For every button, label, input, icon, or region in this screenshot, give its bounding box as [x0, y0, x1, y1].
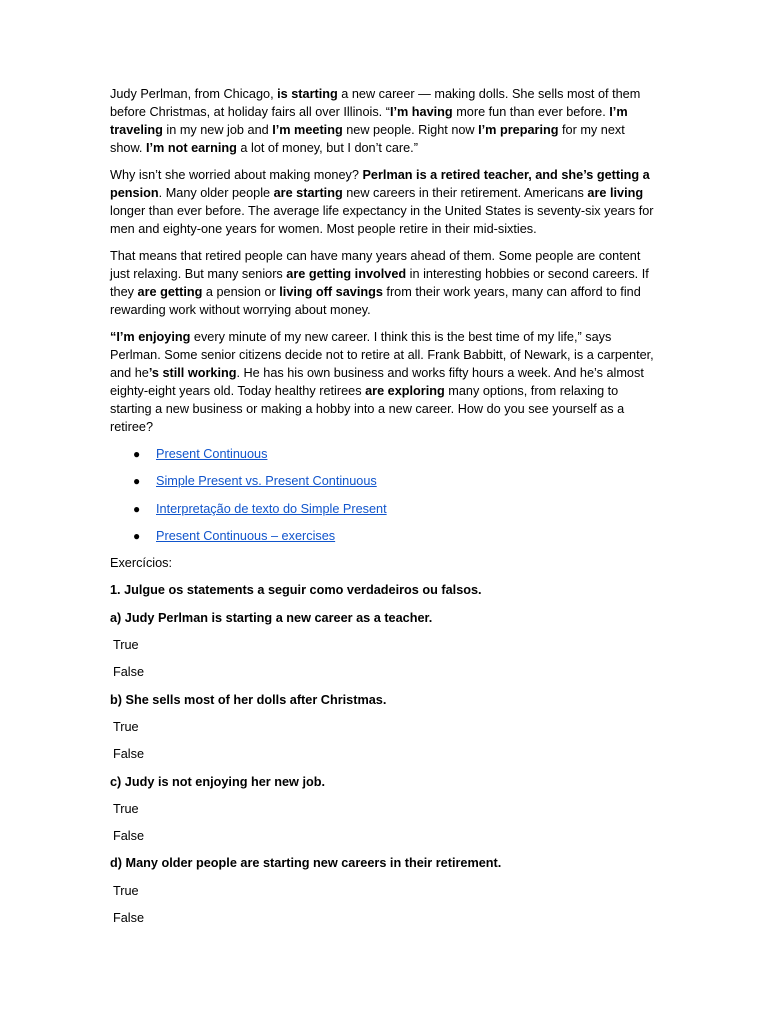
bold-phrase: I’m meeting	[272, 123, 343, 137]
option-false[interactable]: False	[113, 665, 145, 680]
paragraph-4	[110, 328, 658, 436]
text-run: more fun than ever before.	[452, 105, 610, 119]
bold-phrase: is starting	[277, 87, 338, 101]
bold-phrase: living off savings	[279, 285, 383, 299]
option-false[interactable]: False	[113, 829, 145, 844]
text-run: new people. Right now	[342, 123, 479, 137]
link-present-continuous[interactable]: Present Continuous	[156, 447, 268, 461]
list-item	[110, 500, 658, 527]
option-false[interactable]: False	[113, 911, 145, 926]
question-c: c) Judy is not enjoying her new job.	[110, 774, 326, 789]
question-d: d) Many older people are starting new careers in their retirement.	[110, 856, 502, 871]
exercise-instruction: 1. Julgue os statements a seguir como verdadeiros ou falsos.	[110, 583, 482, 598]
text-run: from their work years, many can afford to find rewarding work without worrying about money.	[110, 285, 641, 317]
text-run: . Many older people	[158, 186, 274, 200]
list-item	[110, 527, 658, 554]
link-interpretacao[interactable]: Interpretação de texto do Simple Present	[156, 501, 387, 516]
list-item	[110, 472, 658, 499]
text-run: longer than ever before. The average life expectancy in the United States is seventy-six years for men and eighty-one years for women. Most people retire in their mid-sixties.	[110, 204, 654, 236]
option-false[interactable]: False	[113, 747, 145, 762]
related-links-list	[110, 445, 658, 554]
question-a: a) Judy Perlman is starting a new career as a teacher.	[110, 610, 433, 625]
bold-phrase: are exploring	[365, 384, 445, 398]
text-run: new careers in their retirement. Americans	[342, 186, 588, 200]
bullet-icon: ●	[133, 501, 141, 516]
bullet-icon: ●	[133, 447, 141, 461]
text-run: a pension or	[202, 285, 280, 299]
question-b: b) She sells most of her dolls after Christmas.	[110, 692, 387, 707]
text-run: That means that retired people can have many years ahead of them. Some people are content just relaxing. But many seniors	[110, 249, 641, 281]
paragraph-3	[110, 247, 658, 319]
text-run: a lot of money, but I don’t care.”	[236, 141, 418, 155]
text-run: many options, from relaxing to starting a new business or making a hobby into a new career. How do you see yourself as a retiree?	[110, 384, 625, 434]
link-simple-vs-continuous[interactable]: Simple Present vs. Present Continuous	[156, 474, 377, 489]
paragraph-2	[110, 166, 658, 238]
bold-phrase: I’m having	[389, 105, 453, 119]
text-run: for my next show.	[110, 123, 625, 155]
option-true[interactable]: True	[113, 801, 139, 816]
bold-phrase: are living	[587, 186, 644, 200]
bold-phrase: “I’m enjoying	[110, 330, 191, 344]
bold-phrase: Perlman is a retired teacher, and she’s getting a pension	[110, 168, 650, 200]
exercises-heading: Exercícios:	[110, 556, 173, 571]
text-run: every minute of my new career. I think this is the best time of my life,” says Perlman. Some senior citizens decide not to retire at all. Frank Babbitt, of Newark, is a carpenter, and he	[110, 330, 654, 380]
link-present-continuous-exercises[interactable]: Present Continuous – exercises	[156, 528, 336, 543]
bold-phrase: are getting	[137, 285, 203, 299]
paragraph-1	[110, 85, 658, 157]
option-true[interactable]: True	[113, 638, 139, 653]
list-item	[110, 445, 658, 472]
bullet-icon: ●	[133, 474, 141, 489]
bold-phrase: ’s still working	[148, 366, 237, 380]
bold-phrase: I’m preparing	[478, 123, 559, 137]
text-run: Judy Perlman, from Chicago,	[110, 87, 278, 101]
bold-phrase: I’m traveling	[110, 105, 628, 137]
option-true[interactable]: True	[113, 883, 139, 898]
bold-phrase: are getting involved	[286, 267, 407, 281]
text-run: Why isn’t she worried about making money?	[110, 168, 363, 182]
text-run: a new career — making dolls. She sells most of them before Christmas, at holiday fairs all over Illinois. “	[110, 87, 641, 119]
text-run: in my new job and	[162, 123, 273, 137]
bold-phrase: I’m not earning	[145, 141, 237, 155]
option-true[interactable]: True	[113, 719, 139, 734]
text-run: . He has his own business and works fifty hours a week. And he’s almost eighty-eight years old. Today healthy retirees	[110, 366, 644, 398]
text-run: in interesting hobbies or second careers. If they	[110, 267, 649, 299]
bold-phrase: are starting	[273, 186, 343, 200]
bullet-icon: ●	[133, 528, 141, 543]
